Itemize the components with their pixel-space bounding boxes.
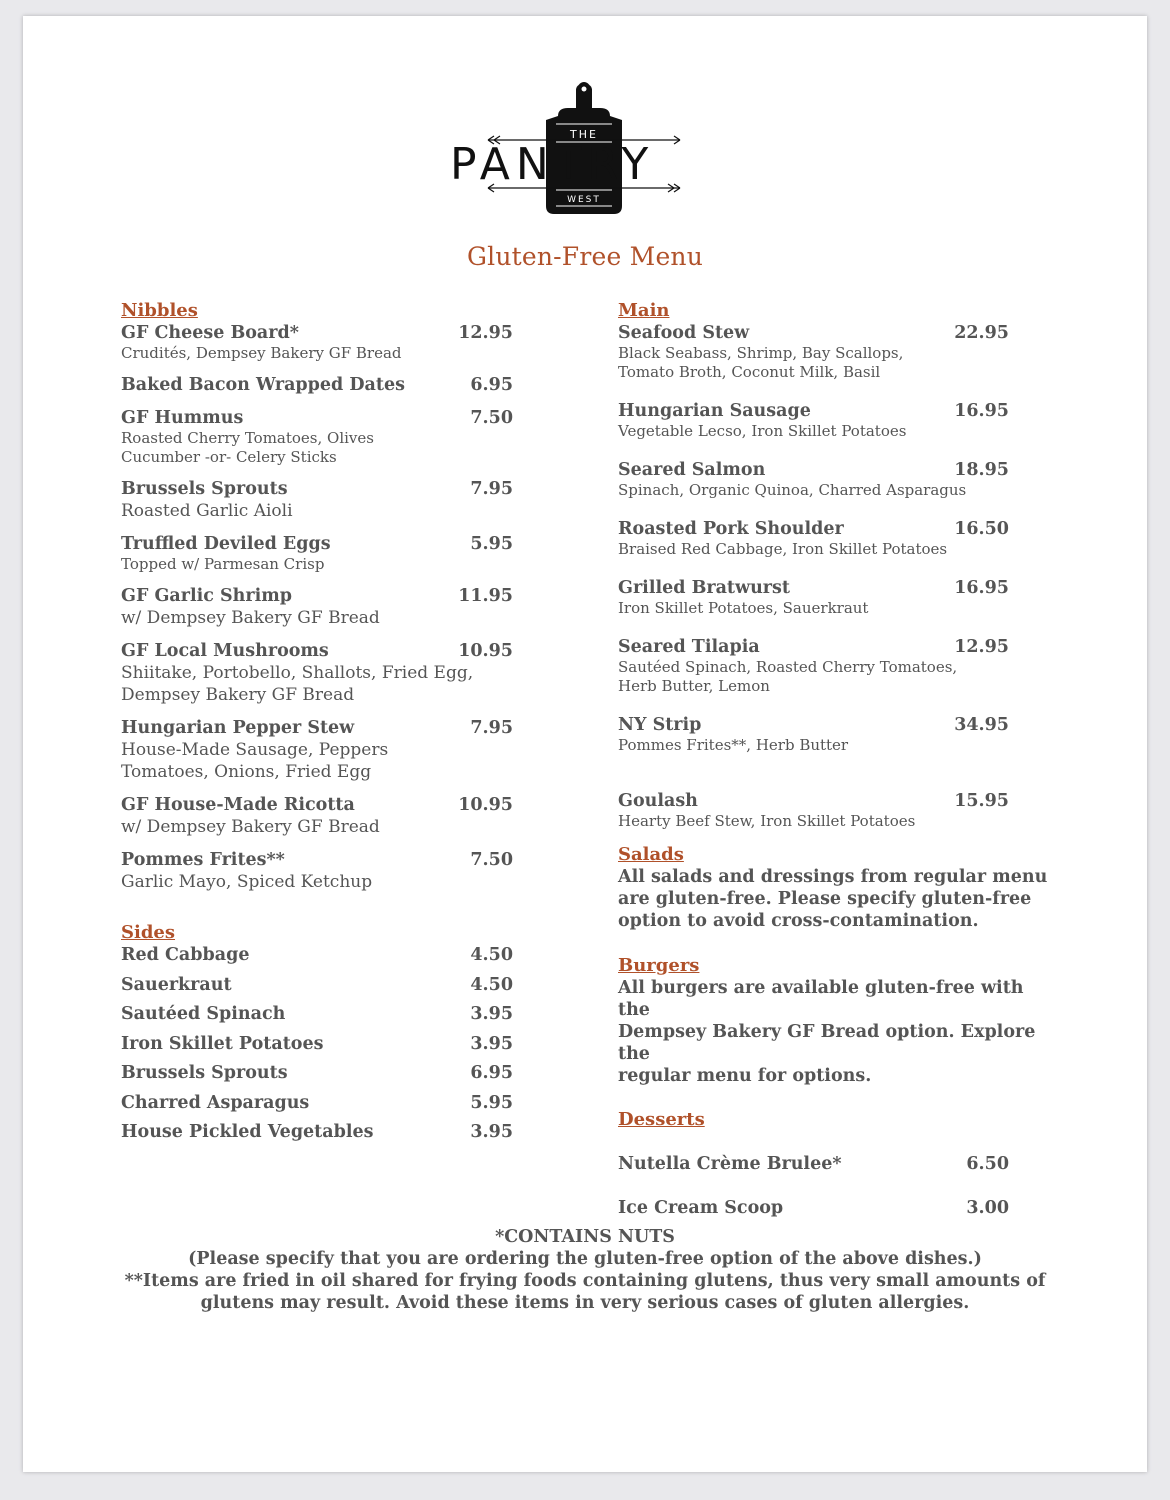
footer-line: (Please specify that you are ordering the gluten-free option of the above dishes.) bbox=[188, 1249, 982, 1269]
dessert-item bbox=[618, 1153, 1009, 1175]
salads-note-line: option to avoid cross-contamination. bbox=[618, 911, 979, 931]
menu-item bbox=[121, 585, 513, 629]
item-name: Iron Skillet Potatoes bbox=[121, 1033, 324, 1054]
menu-item bbox=[618, 636, 1009, 696]
item-description: Tomato Broth, Coconut Milk, Basil bbox=[618, 363, 881, 381]
burgers-note-line: regular menu for options. bbox=[618, 1066, 872, 1086]
menu-item bbox=[121, 849, 513, 893]
item-name: NY Strip bbox=[618, 715, 702, 735]
item-price: 4.50 bbox=[470, 945, 513, 965]
burgers-note-line: All burgers are available gluten-free with the bbox=[618, 978, 1024, 1020]
item-name: Sauerkraut bbox=[121, 974, 232, 995]
desserts-list bbox=[618, 1153, 1058, 1219]
item-price: 16.50 bbox=[954, 519, 1009, 539]
sides-list bbox=[121, 944, 513, 1151]
section-heading-main: Main bbox=[618, 300, 670, 321]
side-item bbox=[121, 974, 513, 1004]
item-name: Sautéed Spinach bbox=[121, 1004, 286, 1024]
item-description: Spinach, Organic Quinoa, Charred Asparagus bbox=[618, 481, 967, 499]
side-item bbox=[121, 1062, 513, 1092]
item-name: Hungarian Pepper Stew bbox=[121, 718, 355, 738]
item-price: 16.95 bbox=[954, 578, 1009, 598]
menu-item bbox=[121, 374, 513, 396]
item-name: Hungarian Sausage bbox=[618, 401, 811, 421]
item-price: 6.95 bbox=[470, 1063, 513, 1083]
item-name: Red Cabbage bbox=[121, 945, 250, 965]
item-description: Garlic Mayo, Spiced Ketchup bbox=[121, 872, 373, 892]
menu-item bbox=[121, 533, 513, 574]
item-name: Goulash bbox=[618, 791, 698, 811]
item-price: 3.95 bbox=[470, 1033, 513, 1054]
item-price: 11.95 bbox=[458, 586, 513, 606]
menu-item bbox=[618, 790, 1009, 831]
side-item bbox=[121, 1033, 513, 1063]
item-name: Seared Salmon bbox=[618, 460, 766, 480]
item-description: w/ Dempsey Bakery GF Bread bbox=[121, 817, 380, 837]
item-price: 34.95 bbox=[954, 715, 1009, 735]
item-description: Crudités, Dempsey Bakery GF Bread bbox=[121, 344, 402, 362]
item-price: 5.95 bbox=[470, 1092, 513, 1113]
menu-item bbox=[121, 717, 513, 783]
item-description: w/ Dempsey Bakery GF Bread bbox=[121, 608, 380, 628]
item-description: Shiitake, Portobello, Shallots, Fried Egg, bbox=[121, 663, 474, 683]
menu-title: Gluten-Free Menu bbox=[466, 242, 704, 271]
menu-item bbox=[121, 794, 513, 838]
item-name: GF House-Made Ricotta bbox=[121, 795, 355, 815]
item-description: Black Seabass, Shrimp, Bay Scallops, bbox=[618, 344, 904, 362]
item-name: House Pickled Vegetables bbox=[121, 1122, 374, 1142]
menu-item bbox=[618, 714, 1009, 755]
item-price: 5.95 bbox=[470, 534, 513, 554]
item-description: Roasted Garlic Aioli bbox=[121, 501, 293, 521]
pantry-west-logo bbox=[448, 80, 720, 216]
item-description: Hearty Beef Stew, Iron Skillet Potatoes bbox=[618, 812, 916, 830]
item-price: 10.95 bbox=[458, 795, 513, 815]
menu-item bbox=[618, 322, 1009, 382]
item-name: Brussels Sprouts bbox=[121, 479, 288, 499]
menu-item bbox=[618, 400, 1009, 441]
menu-item bbox=[121, 322, 513, 363]
item-price: 3.00 bbox=[966, 1198, 1009, 1218]
item-name: Baked Bacon Wrapped Dates bbox=[121, 375, 405, 395]
item-description: Vegetable Lecso, Iron Skillet Potatoes bbox=[618, 422, 907, 440]
footer-line: glutens may result. Avoid these items in very serious cases of gluten allergies. bbox=[200, 1293, 970, 1313]
salads-note-line: All salads and dressings from regular menu bbox=[618, 867, 1048, 887]
item-name: Ice Cream Scoop bbox=[618, 1198, 784, 1218]
item-price: 7.50 bbox=[470, 408, 513, 428]
item-price: 7.95 bbox=[470, 479, 513, 499]
item-price: 18.95 bbox=[954, 460, 1009, 480]
item-name: Seared Tilapia bbox=[618, 637, 760, 657]
svg-text:THE: THE bbox=[570, 128, 598, 141]
menu-item bbox=[618, 459, 1009, 500]
left-column bbox=[121, 300, 513, 1151]
menu-item bbox=[121, 640, 513, 706]
dessert-item bbox=[618, 1197, 1009, 1219]
item-name: GF Garlic Shrimp bbox=[121, 586, 292, 606]
item-price: 16.95 bbox=[954, 401, 1009, 421]
section-heading-nibbles: Nibbles bbox=[121, 300, 198, 321]
item-description: Sautéed Spinach, Roasted Cherry Tomatoes, bbox=[618, 658, 958, 676]
side-item bbox=[121, 944, 513, 974]
item-price: 10.95 bbox=[458, 641, 513, 661]
menu-item bbox=[121, 478, 513, 522]
salads-note-line: are gluten-free. Please specify gluten-free bbox=[618, 889, 1032, 909]
item-price: 4.50 bbox=[470, 974, 513, 995]
item-name: GF Hummus bbox=[121, 408, 244, 428]
item-price: 3.95 bbox=[470, 1004, 513, 1024]
side-item bbox=[121, 1003, 513, 1033]
item-name: Brussels Sprouts bbox=[121, 1063, 288, 1083]
item-price: 3.95 bbox=[470, 1122, 513, 1142]
right-column bbox=[618, 300, 1058, 1219]
item-name: Pommes Frites** bbox=[121, 850, 285, 870]
item-price: 6.95 bbox=[470, 375, 513, 395]
item-description: Cucumber -or- Celery Sticks bbox=[121, 448, 337, 466]
item-description: Tomatoes, Onions, Fried Egg bbox=[121, 762, 372, 782]
item-name: Truffled Deviled Eggs bbox=[121, 534, 331, 554]
item-name: Nutella Crème Brulee* bbox=[618, 1154, 842, 1174]
item-description: Roasted Cherry Tomatoes, Olives bbox=[121, 429, 374, 447]
side-item bbox=[121, 1121, 513, 1151]
item-price: 6.50 bbox=[966, 1154, 1009, 1174]
item-name: GF Cheese Board* bbox=[121, 323, 299, 343]
item-price: 7.50 bbox=[470, 850, 513, 870]
section-heading-burgers: Burgers bbox=[618, 955, 700, 976]
footer-notes bbox=[0, 1226, 1170, 1314]
item-name: GF Local Mushrooms bbox=[121, 641, 329, 661]
menu-item bbox=[121, 407, 513, 467]
item-description: Dempsey Bakery GF Bread bbox=[121, 685, 355, 705]
section-heading-desserts: Desserts bbox=[618, 1109, 705, 1130]
nibbles-list bbox=[121, 322, 513, 893]
item-name: Seafood Stew bbox=[618, 323, 750, 343]
item-description: Braised Red Cabbage, Iron Skillet Potatoes bbox=[618, 540, 948, 558]
item-name: Charred Asparagus bbox=[121, 1092, 310, 1113]
item-description: Iron Skillet Potatoes, Sauerkraut bbox=[618, 599, 869, 617]
item-price: 12.95 bbox=[458, 323, 513, 343]
item-description: House-Made Sausage, Peppers bbox=[121, 740, 389, 760]
item-name: Grilled Bratwurst bbox=[618, 578, 790, 598]
menu-item bbox=[618, 518, 1009, 559]
side-item bbox=[121, 1092, 513, 1122]
item-price: 22.95 bbox=[954, 323, 1009, 343]
burgers-note bbox=[618, 977, 1058, 1087]
item-price: 12.95 bbox=[954, 637, 1009, 657]
svg-text:WEST: WEST bbox=[567, 195, 601, 205]
footer-line: *CONTAINS NUTS bbox=[495, 1227, 675, 1247]
item-price: 15.95 bbox=[954, 791, 1009, 811]
main-list bbox=[618, 322, 1058, 831]
footer-line: **Items are fried in oil shared for frying foods containing glutens, thus very small amounts of bbox=[124, 1271, 1046, 1291]
section-heading-sides: Sides bbox=[121, 922, 176, 943]
item-description: Topped w/ Parmesan Crisp bbox=[121, 555, 325, 573]
item-price: 7.95 bbox=[470, 718, 513, 738]
svg-text:PANTRY: PANTRY bbox=[450, 139, 655, 190]
menu-item bbox=[618, 577, 1009, 618]
burgers-note-line: Dempsey Bakery GF Bread option. Explore the bbox=[618, 1022, 1036, 1064]
salads-note bbox=[618, 866, 1058, 932]
item-name: Roasted Pork Shoulder bbox=[618, 519, 844, 539]
item-description: Pommes Frites**, Herb Butter bbox=[618, 736, 849, 754]
item-description: Herb Butter, Lemon bbox=[618, 677, 770, 695]
section-heading-salads: Salads bbox=[618, 844, 684, 865]
